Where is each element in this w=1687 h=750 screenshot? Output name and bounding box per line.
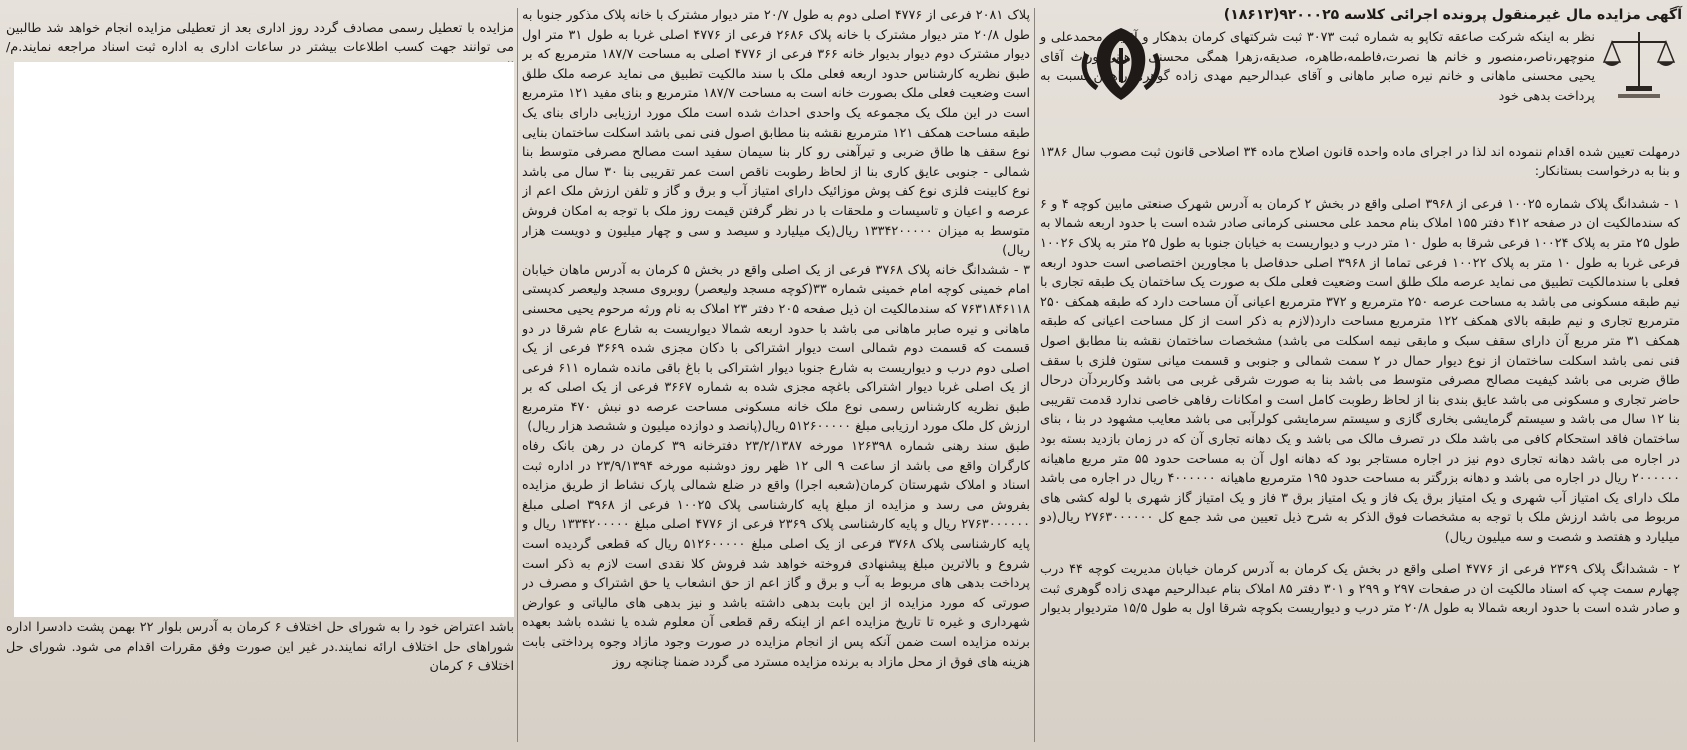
justice-scales-icon (1600, 24, 1678, 104)
notice-title: آگهی مزایده مال غیرمنقول پرونده اجرائی کلاسه ۹۲۰۰۰۲۵(۱۸۶۱۳) (1223, 7, 1682, 23)
notice-intro-continued: درمهلت تعیین شده اقدام ننموده اند لذا در اجرای ماده واحده قانون اصلاح ماده ۳۴ اصلاحی قانون ثبت مصوب سال ۱۳۸۶ و بنا به درخواست بستانکار: (1040, 144, 1680, 180)
auction-terms-ending: مزایده با تعطیل رسمی مصادف گردد روز اداری بعد از تعطیلی مزایده انجام خواهد شد طالبین می توانند جهت کسب اطلاعات بیشتر در ساعات اداری به اداره ثبت اسناد مراجعه نمایند.م/ (6, 20, 514, 56)
redacted-area (14, 62, 514, 617)
dispute-council-notice: باشد اعتراض خود را به شورای حل اختلاف ۶ کرمان به آدرس بلوار ۲۲ بهمن پشت دادسرا اداره شوراهای حل اختلاف ارائه نمایند.در غیر این صورت وفق مقررات اقدام می شود. شورای حل اختلاف ۶ کرمان (6, 620, 515, 675)
notice-column-1-body (1040, 130, 1680, 632)
item-1-text: ۱ - ششدانگ پلاک شماره ۱۰۰۲۵ فرعی از ۳۹۶۸ اصلی واقع در بخش ۲ کرمان به آدرس شهرک صنعتی مابین کوچه ۴ و ۶ که سندمالکیت ان در صفحه ۴۱۲ دفتر ۱۵۵ املاک بنام محمد علی محسنی کرمانی صادر شده است با حدود اربعه شمالا به طول ۲۵ متر به پلاک ۱۰۰۲۴ فرعی شرقا به طول ۱۰ متر درب و دیواریست به خیابان جنوبا به طول ۲۵ متر به پلاک ۱۰۰۲۶ فرعی غربا به طول ۱۰ متر به پلاک ۱۰۰۲۲ فرعی تماما از ۳۹۶۸ اصلی حدفاصل با مجاورین اختصاصی است حدود اربعه فعلی با سندمالکیت تطبیق می نماید عرصه ملک طلق است وضعیت فعلی ملک به صورت یک ساختمان یک طبقه تجاری با نیم طبقه مسکونی می باشد به مساحت عرصه ۲۵۰ مترمربع و ۳۷۲ مترمربع اعیانی آن مساحت دارد که طبقه همکف ۲۵۰ مترمربع تجاری و نیم طبقه بالای همکف ۱۲۲ مترمربع مساحت دارد(لازم به ذکر است از کل مساحت اعیانی که طبقه همکف ۳۱ متر مربع آن دارای سقف سبک و مابقی نیمه اسکلت می باشد) مشخصات ساختمان نقشه بنا مطابق اصول فنی نمی باشد اسکلت ساختمان از نوع دیوار حمال در ۲ سمت شمالی و جنوبی و قسمت میانی ستون فلزی با سقف طاق ضربی می باشد کیفیت مصالح مصرفی متوسط می باشد بنا به صورت شرقی غربی می باشد وکاربردآن درحال حاضر تجاری و مسکونی می باشد عایق بندی بنا از لحاظ رطوبت کامل است و امکانات رفاهی خاصی ندارد قدمت تقریبی بنا ۱۲ سال می باشد و سیستم گرمایشی بخاری گازی و سیستم سرمایشی کولرآبی می باشد معایب مشهود در بنا ، بنای ساختمان فاقد استحکام کافی می باشد ملک در تصرف مالک می باشد و یک دهانه تجاری آن که در زمان بازدید بسته بود در اجاره می باشد دهانه تجاری دوم نیز در اجاره مستاجر بود که دهانه اول آن به مساحت حدود ۵۵ متر مربع ماهیانه ۲۰۰۰۰۰۰ ریال در اجاره می باشد و دهانه بزرگتر به مساحت حدود ۱۹۵ مترمربع ماهیانه ۴۰۰۰۰۰۰ ریال در اجاره می باشد ملک دارای یک امتیاز آب شهری و یک امتیاز برق یک فاز و یک امتیاز برق ۳ فاز و یک امتیاز گاز شهری با لوله کشی های مربوط می باشد ارزش ملک با توجه به مشخصات فوق الذکر به شرح ذیل تعیین می شد جمع کل ۲۷۶۳۰۰۰۰۰۰ ریال(دو میلیارد و هفتصد و شصت و سه میلیون ریال) (1040, 196, 1681, 545)
notice-column-2 (522, 6, 1030, 746)
notice-intro: نظر به اینکه شرکت صاعقه تکاپو به شماره ثبت ۳۰۷۳ ثبت شرکتهای کرمان بدهکار و آقایان محمدعلی و منوچهر،ناصر،منصور و خانم ها نصرت،فاطمه،طاهره، صدیقه،زهرا همگی محسنی ماهانی وراث آقای یحیی محسنی ماهانی و خانم نیره صابر ماهانی و آقای عبدالرحیم مهدی زاده گوهری راهنین نسبت به پرداخت بدهی خود (1040, 30, 1595, 104)
column-divider (517, 8, 518, 742)
auction-terms-text: طبق سند رهنی شماره ۱۲۶۳۹۸ مورخه ۲۳/۲/۱۳۸۷ دفترخانه ۳۹ کرمان در رهن بانک رفاه کارگران واقع می باشد از ساعت ۹ الی ۱۲ ظهر روز دوشنبه مورخه ۲۳/۹/۱۳۹۴ در اداره ثبت اسناد و املاک شهرستان کرمان(شعبه اجرا) واقع در ضلع شمالی پارک نشاط از طریق مزایده بفروش می رسد و مزایده از مبلغ پایه کارشناسی پلاک ۱۰۰۲۵ فرعی از ۳۹۶۸ اصلی مبلغ ۲۷۶۳۰۰۰۰۰۰ ریال و پایه کارشناسی پلاک ۲۳۶۹ فرعی از ۴۷۷۶ اصلی مبلغ ۱۳۳۴۲۰۰۰۰۰ ریال و پایه کارشناسی پلاک ۳۷۶۸ فرعی از یک اصلی مبلغ ۵۱۲۶۰۰۰۰۰ ریال که قطعی گردیده است شروع و بالاترین مبلغ پیشنهادی فروخته خواهد شد فروش کلا نقدی است لازم به ذکر است پرداخت بدهی های مربوط به آب و برق و گاز اعم از حق انشعاب یا حق اشتراک و مصرف در صورتی که مورد مزایده از این بابت بدهی داشته باشد و نیز بدهی های مالیاتی و عوارض شهرداری و غیره تا تاریخ مزایده اعم از اینکه رقم قطعی آن معلوم شده یا نشده باشد بعهده برنده مزایده است ضمن آنکه پس از انجام مزایده در صورت وجود مازاد وجوه پرداختی بابت هزینه های فوق از محل مازاد به برنده مزایده مسترد می گردد ضمنا چنانچه روز (522, 439, 1030, 670)
item-2-text-start: ۲ - ششدانگ پلاک ۲۳۶۹ فرعی از ۴۷۷۶ اصلی واقع در بخش یک کرمان به آدرس کرمان خیابان مدیریت کوچه ۴۴ درب چهارم سمت چپ که اسناد مالکیت ان در صفحات ۲۹۷ و ۲۹۹ و ۳۰۱ دفتر ۸۵ املاک بنام عبدالرحیم مهدی زاده گوهری ثبت و صادر شده است با حدود اربعه شمالا به طول ۲۰/۸ متر درب و دیواریست بکوچه شرقا اول به طول ۱۵/۵ متردیوار بدیوار (1040, 562, 1681, 617)
column-divider (1034, 8, 1035, 742)
item-3-text: ۳ - ششدانگ خانه پلاک ۳۷۶۸ فرعی از یک اصلی واقع در بخش ۵ کرمان به آدرس ماهان خیابان امام خمینی کوچه امام خمینی شماره ۳۳(کوچه مسجد ولیعصر) روبروی مسجد ولیعصر کدپستی ۷۶۳۱۸۴۶۱۱۸ که سندمالکیت ان ذیل صفحه ۲۰۵ دفتر ۲۳ املاک به نام ورثه مرحوم یحیی محسنی ماهانی و نیره صابر ماهانی می باشد با حدود اربعه شمالا دیواریست به شارع عام شرقا در دو قسمت که قسمت دوم شمالی است دیوار اشتراکی با دکان مجزی شده ۳۶۶۹ فرعی از یک اصلی دوم درب و دیواریست به شارع جنوبا دیوار اشتراکی با باغ باقی مانده شماره ۶۱۱ فرعی از یک اصلی غربا دیوار اشتراکی باغچه مجزی شده به شماره ۳۶۶۷ فرعی از یک اصلی که بر طبق نظریه کارشناس رسمی نوع ملک خانه مسکونی مساحت عرصه دو نبش ۴۷۰ مترمربع ارزش کل ملک مورد ارزیابی مبلغ ۵۱۲۶۰۰۰۰۰ ریال(پانصد و دوازده میلیون و ششصد هزار ریال) (522, 262, 1030, 435)
item-2-text-continued: پلاک ۲۰۸۱ فرعی از ۴۷۷۶ اصلی دوم به طول ۲۰/۷ متر دیوار مشترک با خانه پلاک مذکور جنوبا به طول ۲۰/۸ متر دیوار مشترک با خانه پلاک ۲۶۸۶ فرعی از ۴۷۷۶ اصلی غربا به طول ۳۱ متر اول دیوار مشترک دوم دیوار بدیوار خانه ۳۶۶ فرعی از ۴۷۷۶ اصلی به مساحت ۱۸۷/۷ مترمربع که بر طبق نظریه کارشناس حدود اربعه فعلی ملک با سند مالکیت تطبیق می نماید عرصه ملک طلق است وضعیت فعلی ملک بصورت خانه است به مساحت ۱۸۷/۷ مترمربع و بنای مفید ۱۲۱ مترمربع است در این ملک یک مجموعه یک واحدی احداث شده است ملک مورد ارزیابی دارای بنای یک طبقه مساحت همکف ۱۲۱ مترمربع نقشه بنا مطابق اصول فنی نمی باشد اسکلت ساختمان بنایی نوع سقف ها طاق ضربی و تیرآهنی رو کار بنا سیمان سفید است مصالح مصرفی متوسط بنا شمالی - جنوبی عایق کاری بنا از لحاظ رطوبت ناقص است عمر تقریبی بنا ۳۰ سال می باشد نوع کابینت فلزی نوع کف پوش موزائیک دارای امتیاز آب و برق و گاز و تلفن ارزش ملک اعم از عرصه و اعیان و تاسیسات و ملحقات با در نظر گرفتن قیمت روز ملک با توجه به امکان فروش متوسط به میزان ۱۳۳۴۲۰۰۰۰۰ ریال(یک میلیارد و سیصد و سی و چهار میلیون و دویست هزار ریال) (522, 8, 1030, 259)
